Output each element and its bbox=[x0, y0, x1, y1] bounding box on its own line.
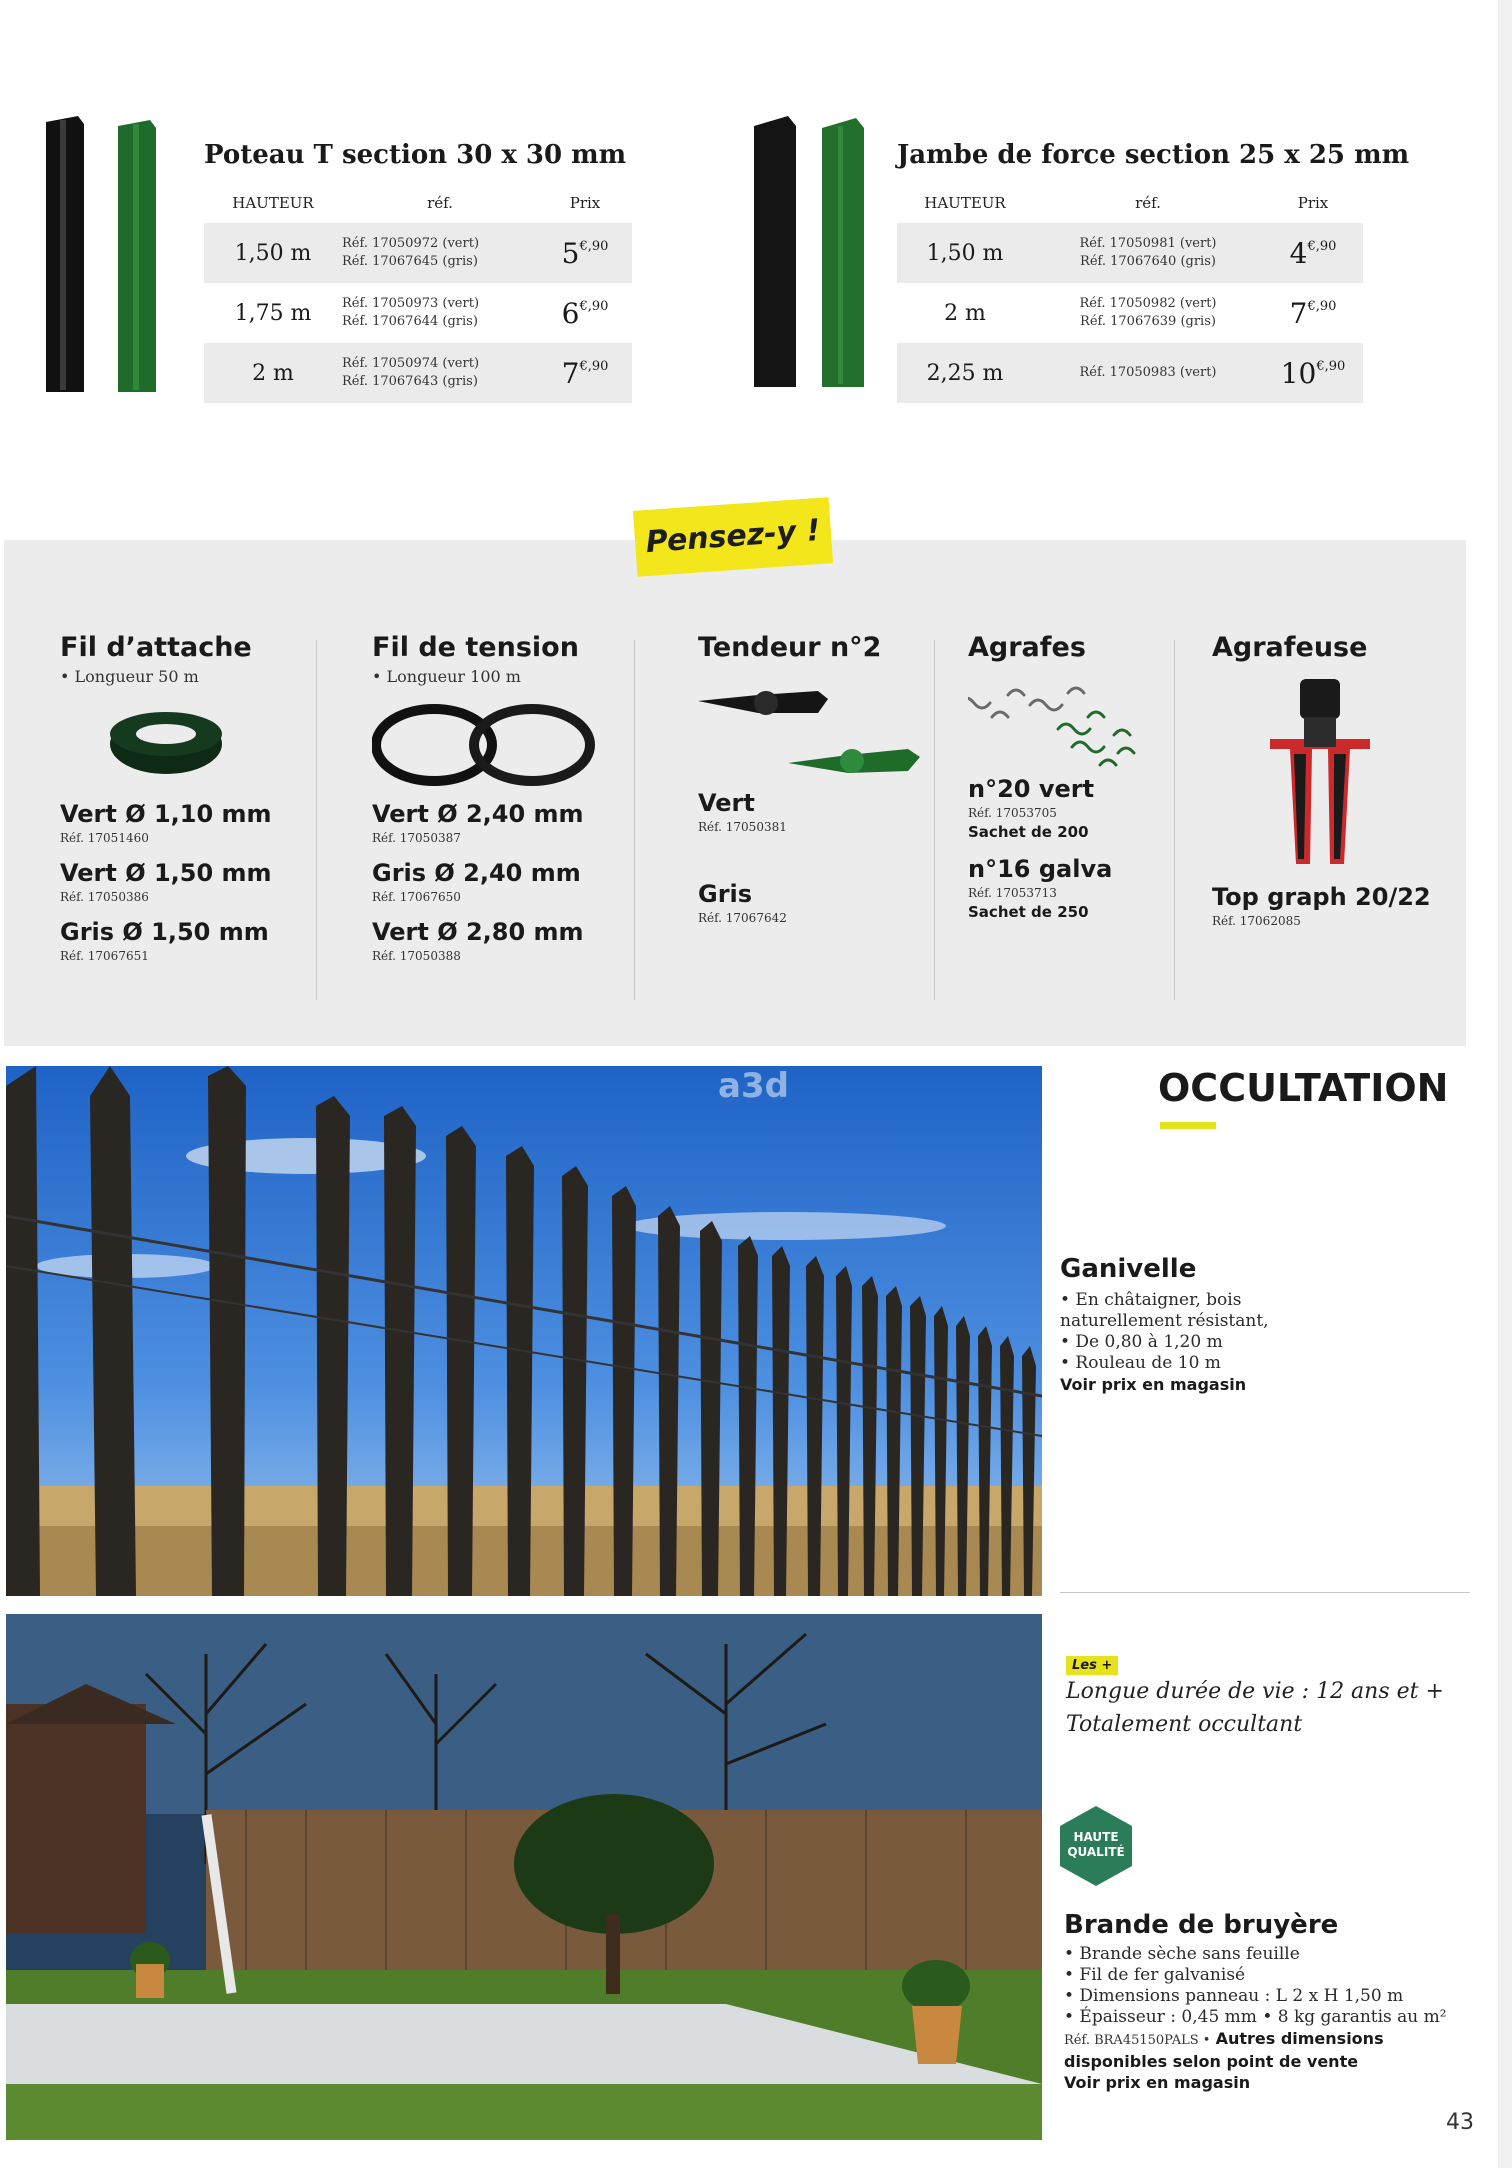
fil-attache-title: Fil d’attache bbox=[60, 632, 252, 663]
row-height: 1,50 m bbox=[897, 223, 1033, 283]
poteau-table bbox=[204, 183, 632, 403]
jambe-image bbox=[748, 112, 878, 397]
brande-ref-note: disponibles selon point de vente bbox=[1064, 2052, 1359, 2071]
product-name: n°16 galva bbox=[968, 855, 1113, 883]
tensioner-image bbox=[698, 677, 924, 787]
brande-ref-line bbox=[1064, 2028, 1484, 2051]
fil-tension-length: • Longueur 100 m bbox=[372, 667, 521, 686]
table-row bbox=[897, 283, 1363, 343]
ganivelle-line: • De 0,80 à 1,20 m bbox=[1060, 1332, 1223, 1352]
brande-ref: Réf. BRA45150PALS • bbox=[1064, 2033, 1211, 2048]
product-name: Vert Ø 1,10 mm bbox=[60, 800, 272, 828]
stapler-pliers-image bbox=[1260, 679, 1380, 869]
ganivelle-line: naturellement résistant, bbox=[1060, 1311, 1269, 1331]
col-header-price: Prix bbox=[569, 194, 601, 212]
row-height: 1,75 m bbox=[234, 300, 312, 326]
product-note: Sachet de 200 bbox=[968, 823, 1089, 841]
product-note: Sachet de 250 bbox=[968, 903, 1089, 921]
table-row bbox=[897, 223, 1363, 283]
badge-line: QUALITÉ bbox=[1067, 1845, 1125, 1859]
product-ref: Réf. 17050386 bbox=[60, 890, 149, 904]
col-header-price: Prix bbox=[1297, 194, 1329, 212]
jambe-table bbox=[897, 183, 1363, 403]
plus-badge: Les + bbox=[1066, 1656, 1118, 1675]
product-ref: Réf. 17067651 bbox=[60, 949, 149, 963]
brande-photo bbox=[6, 1614, 1042, 2140]
product-ref: Réf. 17053713 bbox=[968, 886, 1057, 900]
jambe-title: Jambe de force section 25 x 25 mm bbox=[897, 140, 1410, 170]
product-ref: Réf. 17067650 bbox=[372, 890, 461, 904]
ganivelle-line: • Rouleau de 10 m bbox=[1060, 1353, 1221, 1373]
occultation-title: OCCULTATION bbox=[1158, 1066, 1449, 1110]
product-ref: Réf. 17053705 bbox=[968, 806, 1057, 820]
page-edge bbox=[1498, 0, 1512, 2168]
table-row bbox=[204, 343, 632, 403]
product-name: Vert bbox=[698, 789, 755, 817]
product-ref: Réf. 17067642 bbox=[698, 911, 787, 925]
product-name: n°20 vert bbox=[968, 775, 1095, 803]
product-name: Vert Ø 2,80 mm bbox=[372, 918, 584, 946]
product-name: Top graph 20/22 bbox=[1212, 883, 1431, 911]
product-name: Vert Ø 1,50 mm bbox=[60, 859, 272, 887]
product-name: Gris Ø 1,50 mm bbox=[60, 918, 269, 946]
ganivelle-block bbox=[1060, 1254, 1460, 1395]
product-ref: Réf. 17050381 bbox=[698, 820, 787, 834]
photo-watermark: a3d bbox=[718, 1066, 789, 1106]
wire-rolls-image bbox=[372, 700, 598, 790]
divider bbox=[1060, 1592, 1470, 1593]
brande-line: • Brande sèche sans feuille bbox=[1064, 1944, 1300, 1964]
agrafeuse-title: Agrafeuse bbox=[1212, 632, 1368, 663]
wire-coil-image bbox=[106, 704, 226, 784]
table-row bbox=[204, 223, 632, 283]
ganivelle-photo bbox=[6, 1066, 1042, 1596]
row-price: $6^{€,90}$ bbox=[561, 296, 609, 330]
product-ref: Réf. 17062085 bbox=[1212, 914, 1301, 928]
col-header-height: HAUTEUR bbox=[924, 194, 1006, 212]
table-row bbox=[204, 283, 632, 343]
row-price: $7^{€,90}$ bbox=[538, 343, 632, 403]
ganivelle-line: • En châtaigner, bois bbox=[1060, 1290, 1242, 1310]
agrafeuse-block bbox=[1212, 632, 1452, 928]
table-row bbox=[897, 343, 1363, 403]
fil-tension-block bbox=[372, 632, 622, 963]
brande-line: • Fil de fer galvanisé bbox=[1064, 1965, 1246, 1985]
product-ref: Réf. 17050388 bbox=[372, 949, 461, 963]
product-name: Gris bbox=[698, 880, 753, 908]
row-price: $7^{€,90}$ bbox=[1289, 296, 1337, 330]
row-height: 2,25 m bbox=[897, 343, 1033, 403]
haute-qualite-badge bbox=[1060, 1806, 1132, 1886]
row-height: 1,50 m bbox=[204, 223, 342, 283]
badge-line: HAUTE bbox=[1073, 1830, 1119, 1844]
row-refs: Réf. 17050982 (vert) Réf. 17067639 (gris) bbox=[1079, 296, 1217, 329]
brande-title: Brande de bruyère bbox=[1064, 1910, 1339, 1940]
col-header-ref: réf. bbox=[427, 194, 453, 212]
pensez-y-sticker: Pensez-y ! bbox=[633, 497, 833, 577]
col-header-height: HAUTEUR bbox=[232, 194, 314, 212]
row-price: $5^{€,90}$ bbox=[538, 223, 632, 283]
row-refs: Réf. 17050972 (vert) Réf. 17067645 (gris) bbox=[342, 223, 538, 283]
page-number: 43 bbox=[1446, 2110, 1474, 2135]
plus-block bbox=[1066, 1654, 1466, 1737]
tendeur-block bbox=[698, 632, 928, 925]
fil-attache-length: • Longueur 50 m bbox=[60, 667, 199, 686]
row-price: $10^{€,90}$ bbox=[1263, 343, 1363, 403]
product-ref: Réf. 17050387 bbox=[372, 831, 461, 845]
row-height: 2 m bbox=[944, 300, 986, 326]
fil-attache-block bbox=[60, 632, 310, 963]
poteau-image bbox=[38, 112, 168, 397]
tendeur-title: Tendeur n°2 bbox=[698, 632, 882, 663]
ganivelle-price: Voir prix en magasin bbox=[1060, 1375, 1247, 1394]
title-underline bbox=[1160, 1122, 1216, 1129]
brande-block bbox=[1064, 1910, 1484, 2093]
ganivelle-title: Ganivelle bbox=[1060, 1254, 1197, 1284]
row-refs: Réf. 17050974 (vert) Réf. 17067643 (gris) bbox=[342, 343, 538, 403]
row-height: 2 m bbox=[204, 343, 342, 403]
col-header-ref: réf. bbox=[1135, 194, 1161, 212]
plus-line: Totalement occultant bbox=[1066, 1712, 1303, 1737]
product-ref: Réf. 17051460 bbox=[60, 831, 149, 845]
fil-tension-title: Fil de tension bbox=[372, 632, 579, 663]
brande-ref-note: Autres dimensions bbox=[1215, 2029, 1384, 2048]
brande-price: Voir prix en magasin bbox=[1064, 2073, 1251, 2092]
brande-line: • Épaisseur : 0,45 mm • 8 kg garantis au m² bbox=[1064, 2007, 1447, 2027]
agrafes-block bbox=[968, 632, 1168, 921]
row-refs: Réf. 17050983 (vert) bbox=[1033, 343, 1263, 403]
staples-image bbox=[968, 673, 1168, 773]
pensez-band bbox=[4, 540, 1466, 1046]
poteau-title: Poteau T section 30 x 30 mm bbox=[204, 140, 627, 170]
brande-line: • Dimensions panneau : L 2 x H 1,50 m bbox=[1064, 1986, 1404, 2006]
row-price: $4^{€,90}$ bbox=[1263, 223, 1363, 283]
row-refs: Réf. 17050973 (vert) Réf. 17067644 (gris) bbox=[342, 296, 480, 329]
row-refs: Réf. 17050981 (vert) Réf. 17067640 (gris) bbox=[1033, 223, 1263, 283]
product-name: Gris Ø 2,40 mm bbox=[372, 859, 581, 887]
plus-line: Longue durée de vie : 12 ans et + bbox=[1066, 1679, 1444, 1704]
agrafes-title: Agrafes bbox=[968, 632, 1086, 663]
product-name: Vert Ø 2,40 mm bbox=[372, 800, 584, 828]
